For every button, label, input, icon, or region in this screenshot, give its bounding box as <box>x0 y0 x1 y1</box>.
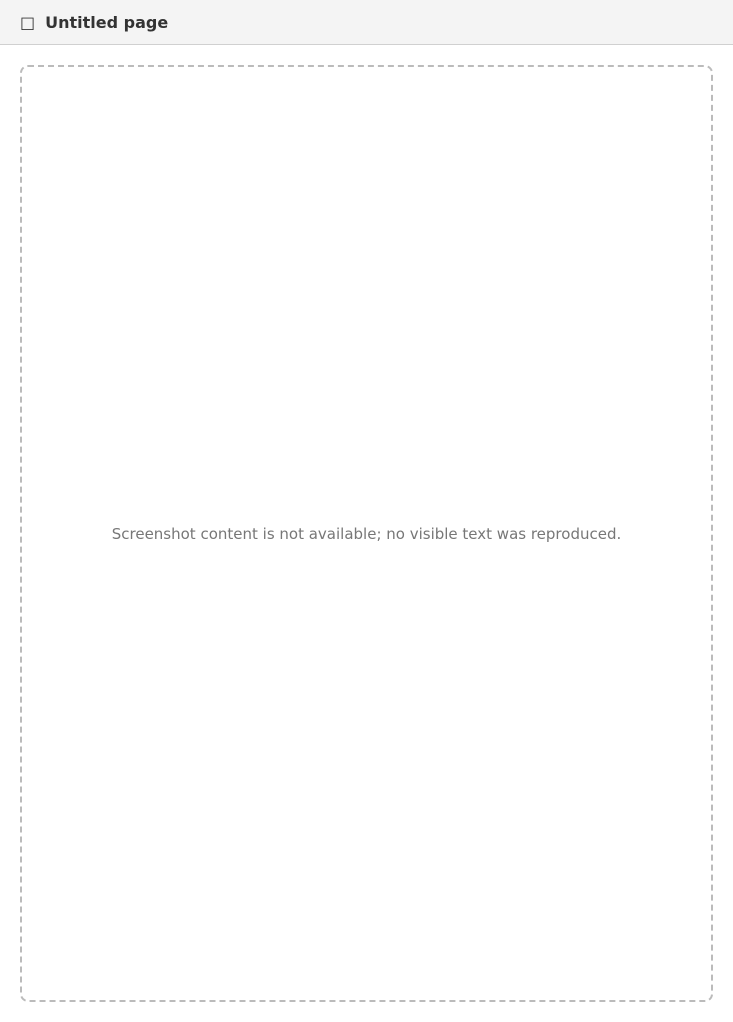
placeholder-message: Screenshot content is not available; no visible text was reproduced. <box>111 524 622 543</box>
content-placeholder <box>20 65 713 1002</box>
document-icon: □ <box>20 12 36 32</box>
page-title: Untitled page <box>45 12 169 32</box>
top-bar <box>0 0 733 45</box>
